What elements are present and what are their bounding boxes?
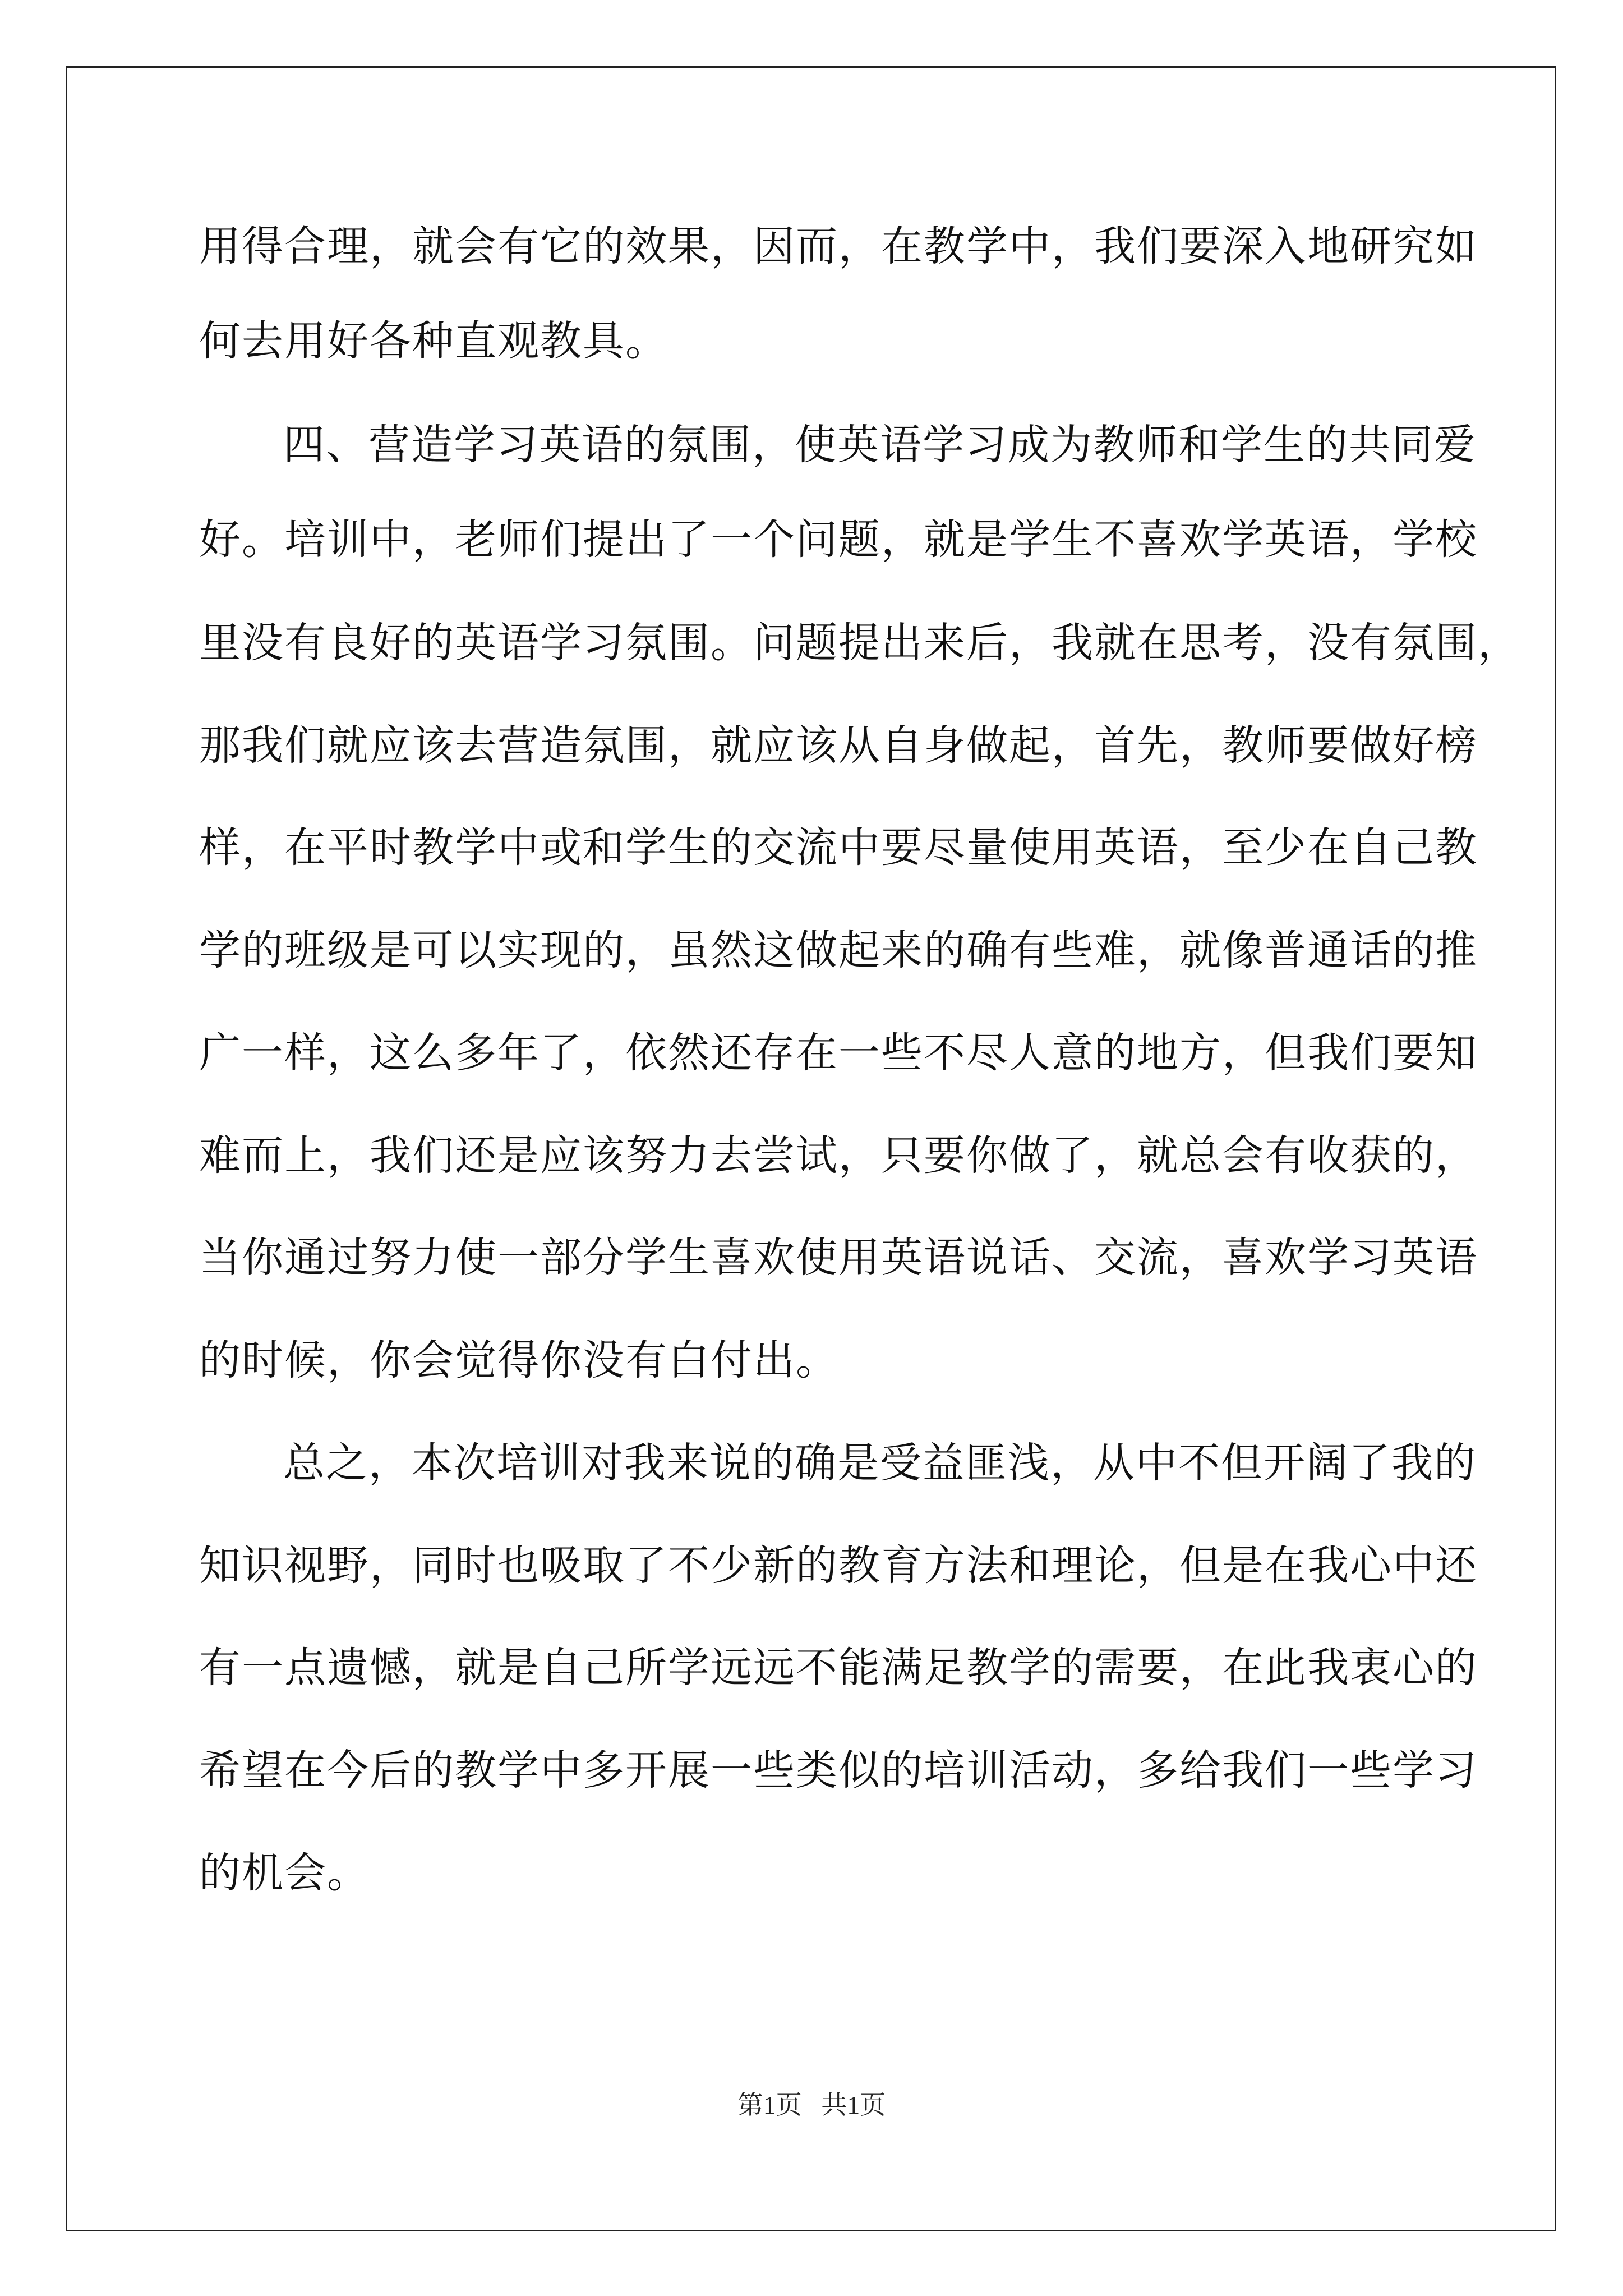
text-line-6: 那我们就应该去营造氛围，就应该从自身做起，首先，教师要做好榜 [199, 721, 1478, 770]
text-line-13: 总之，本次培训对我来说的确是受益匪浅，从中不但开阔了我的 [283, 1439, 1477, 1487]
text-line-4: 好。培训中，老师们提出了一个问题，就是学生不喜欢学英语，学校 [199, 516, 1478, 564]
text-line-1: 用得合理，就会有它的效果，因而，在教学中，我们要深入地研究如 [199, 222, 1478, 270]
text-line-5: 里没有良好的英语学习氛围。问题提出来后，我就在思考，没有氛围， [199, 619, 1520, 667]
text-line-3: 四、营造学习英语的氛围，使英语学习成为教师和学生的共同爱 [283, 421, 1477, 469]
text-line-14: 知识视野，同时也吸取了不少新的教育方法和理论，但是在我心中还 [199, 1542, 1478, 1590]
text-line-10: 难而上，我们还是应该努力去尝试，只要你做了，就总会有收获的， [199, 1131, 1478, 1180]
text-line-8: 学的班级是可以实现的，虽然这做起来的确有些难，就像普通话的推 [199, 926, 1478, 974]
text-line-7: 样，在平时教学中或和学生的交流中要尽量使用英语，至少在自己教 [199, 823, 1478, 872]
text-line-11: 当你通过努力使一部分学生喜欢使用英语说话、交流，喜欢学习英语 [199, 1234, 1478, 1282]
text-line-17: 的机会。 [199, 1849, 370, 1897]
text-line-9: 广一样，这么多年了，依然还存在一些不尽人意的地方，但我们要知 [199, 1029, 1478, 1077]
text-line-15: 有一点遗憾，就是自己所学远远不能满足教学的需要，在此我衷心的 [199, 1644, 1478, 1692]
text-line-12: 的时候，你会觉得你没有白付出。 [199, 1336, 838, 1384]
page-number-footer: 第1页 共1页 [737, 2091, 886, 2119]
text-line-16: 希望在今后的教学中多开展一些类似的培训活动，多给我们一些学习 [199, 1746, 1478, 1795]
text-line-2: 何去用好各种直观教具。 [199, 317, 668, 365]
